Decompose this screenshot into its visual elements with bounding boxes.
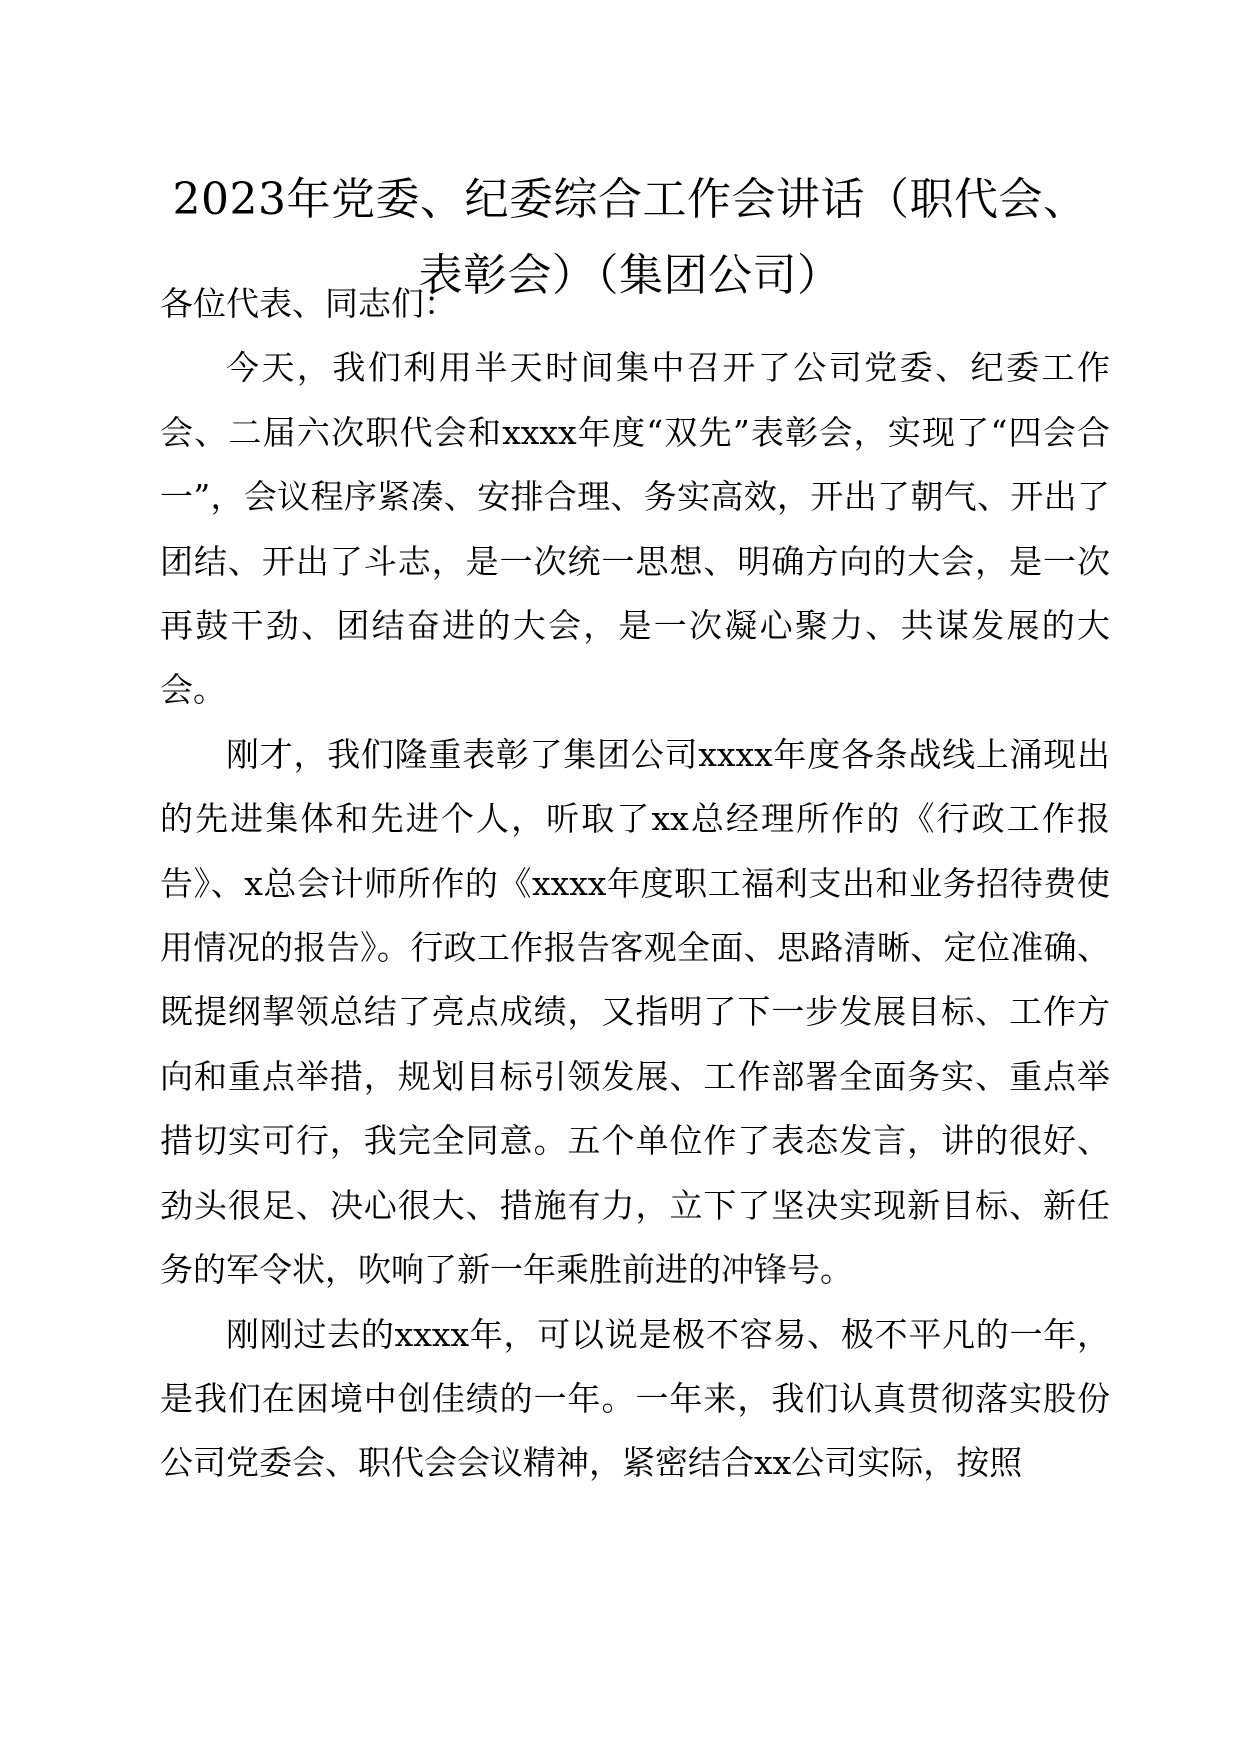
document-body bbox=[160, 272, 1110, 1496]
paragraph-opening: 今天，我们利用半天时间集中召开了公司党委、纪委工作会、二届六次职代会和xxxx年度“双先”表彰会，实现了“四会合一”，会议程序紧凑、安排合理、务实高效，开出了朝气、开出了团结、开出了斗志，是一次统一思想、明确方向的大会，是一次再鼓干劲、团结奋进的大会，是一次凝心聚力、共谋发展的大会。 bbox=[160, 348, 1110, 710]
paragraph-review: 刚才，我们隆重表彰了集团公司xxxx年度各条战线上涌现出的先进集体和先进个人，听取了xx总经理所作的《行政工作报告》、x总会计师所作的《xxxx年度职工福利支出和业务招待费使用情况的报告》。行政工作报告客观全面、思路清晰、定位准确、既提纲挈领总结了亮点成绩，又指明了下一步发展目标、工作方向和重点举措，规划目标引领发展、工作部署全面务实、重点举措切实可行，我完全同意。五个单位作了表态发言，讲的很好、劲头很足、决心很大、措施有力，立下了坚决实现新目标、新任务的军令状，吹响了新一年乘胜前进的冲锋号。 bbox=[160, 734, 1110, 1290]
paragraph-past-year: 刚刚过去的xxxx年，可以说是极不容易、极不平凡的一年，是我们在困境中创佳绩的一年。一年来，我们认真贯彻落实股份公司党委会、职代会会议精神，紧密结合xx公司实际，按照 bbox=[160, 1314, 1110, 1483]
greeting: 各位代表、同志们： bbox=[160, 284, 457, 323]
title-line-2: 表彰会）（集团公司） bbox=[418, 250, 842, 301]
title-line-1: 2023年党委、纪委综合工作会讲话（职代会、 bbox=[172, 174, 1088, 225]
